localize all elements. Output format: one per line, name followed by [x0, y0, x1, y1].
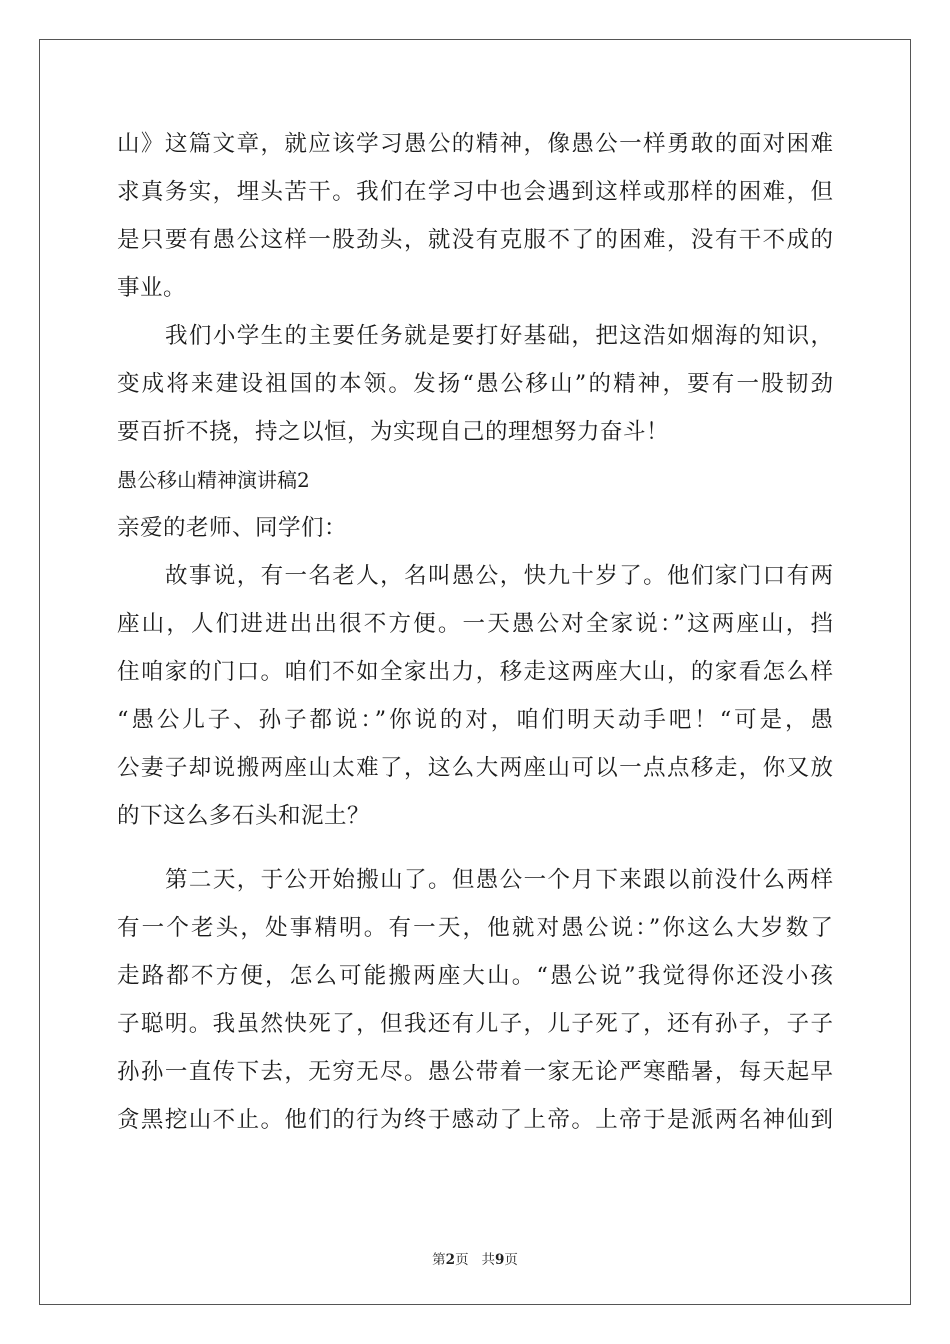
- text-line: 是只要有愚公这样一股劲头，就没有克服不了的困难，没有干不成的: [117, 227, 833, 253]
- text-line: 座山，人们进进出出很不方便。一天愚公对全家说：”这两座山，挡: [117, 611, 833, 637]
- footer-page-prefix: 第: [432, 1252, 446, 1268]
- page-footer: [0, 1248, 950, 1268]
- text-line: 事业。: [117, 275, 187, 301]
- footer-total-suffix: 页: [504, 1252, 518, 1268]
- text-line: 走路都不方便，怎么可能搬两座大山。“愚公说”我觉得你还没小孩: [117, 963, 833, 989]
- text-line: 山》这篇文章，就应该学习愚公的精神，像愚公一样勇敢的面对困难: [117, 131, 833, 157]
- text-line: 孙孙一直传下去，无穷无尽。愚公带着一家无论严寒酷暑，每天起早: [117, 1059, 833, 1085]
- salutation: 亲爱的老师、同学们：: [117, 515, 348, 541]
- footer-total-prefix: 共: [481, 1252, 495, 1268]
- text-line: 第二天，于公开始搬山了。但愚公一个月下来跟以前没什么两样: [165, 867, 833, 893]
- section-heading: 愚公移山精神演讲稿2: [117, 468, 310, 492]
- text-line: 子聪明。我虽然快死了，但我还有儿子，儿子死了，还有孙子，子子: [117, 1011, 833, 1037]
- text-line: 求真务实，埋头苦干。我们在学习中也会遇到这样或那样的困难，但: [117, 179, 833, 205]
- text-line: 故事说，有一名老人，名叫愚公，快九十岁了。他们家门口有两: [165, 563, 833, 589]
- text-line: “愚公儿子、孙子都说：”你说的对，咱们明天动手吧！“可是，愚: [117, 707, 833, 733]
- text-line: 的下这么多石头和泥土？: [117, 803, 371, 829]
- text-line: 变成将来建设祖国的本领。发扬“愚公移山”的精神，要有一股韧劲: [117, 371, 833, 397]
- footer-page-number: 2: [445, 1252, 456, 1268]
- text-line: 公妻子却说搬两座山太难了，这么大两座山可以一点点移走，你又放: [117, 755, 833, 781]
- text-line: 有一个老头，处事精明。有一天，他就对愚公说：”你这么大岁数了: [117, 915, 833, 941]
- text-line: 住咱家的门口。咱们不如全家出力，移走这两座大山，的家看怎么样: [117, 659, 833, 685]
- text-line: 贪黑挖山不止。他们的行为终于感动了上帝。上帝于是派两名神仙到: [117, 1107, 833, 1133]
- text-line: 我们小学生的主要任务就是要打好基础，把这浩如烟海的知识，: [165, 323, 833, 349]
- text-line: 要百折不挠，持之以恒，为实现自己的理想努力奋斗！: [117, 419, 670, 445]
- footer-page-suffix: 页: [455, 1252, 469, 1268]
- footer-total-pages: 9: [494, 1252, 505, 1268]
